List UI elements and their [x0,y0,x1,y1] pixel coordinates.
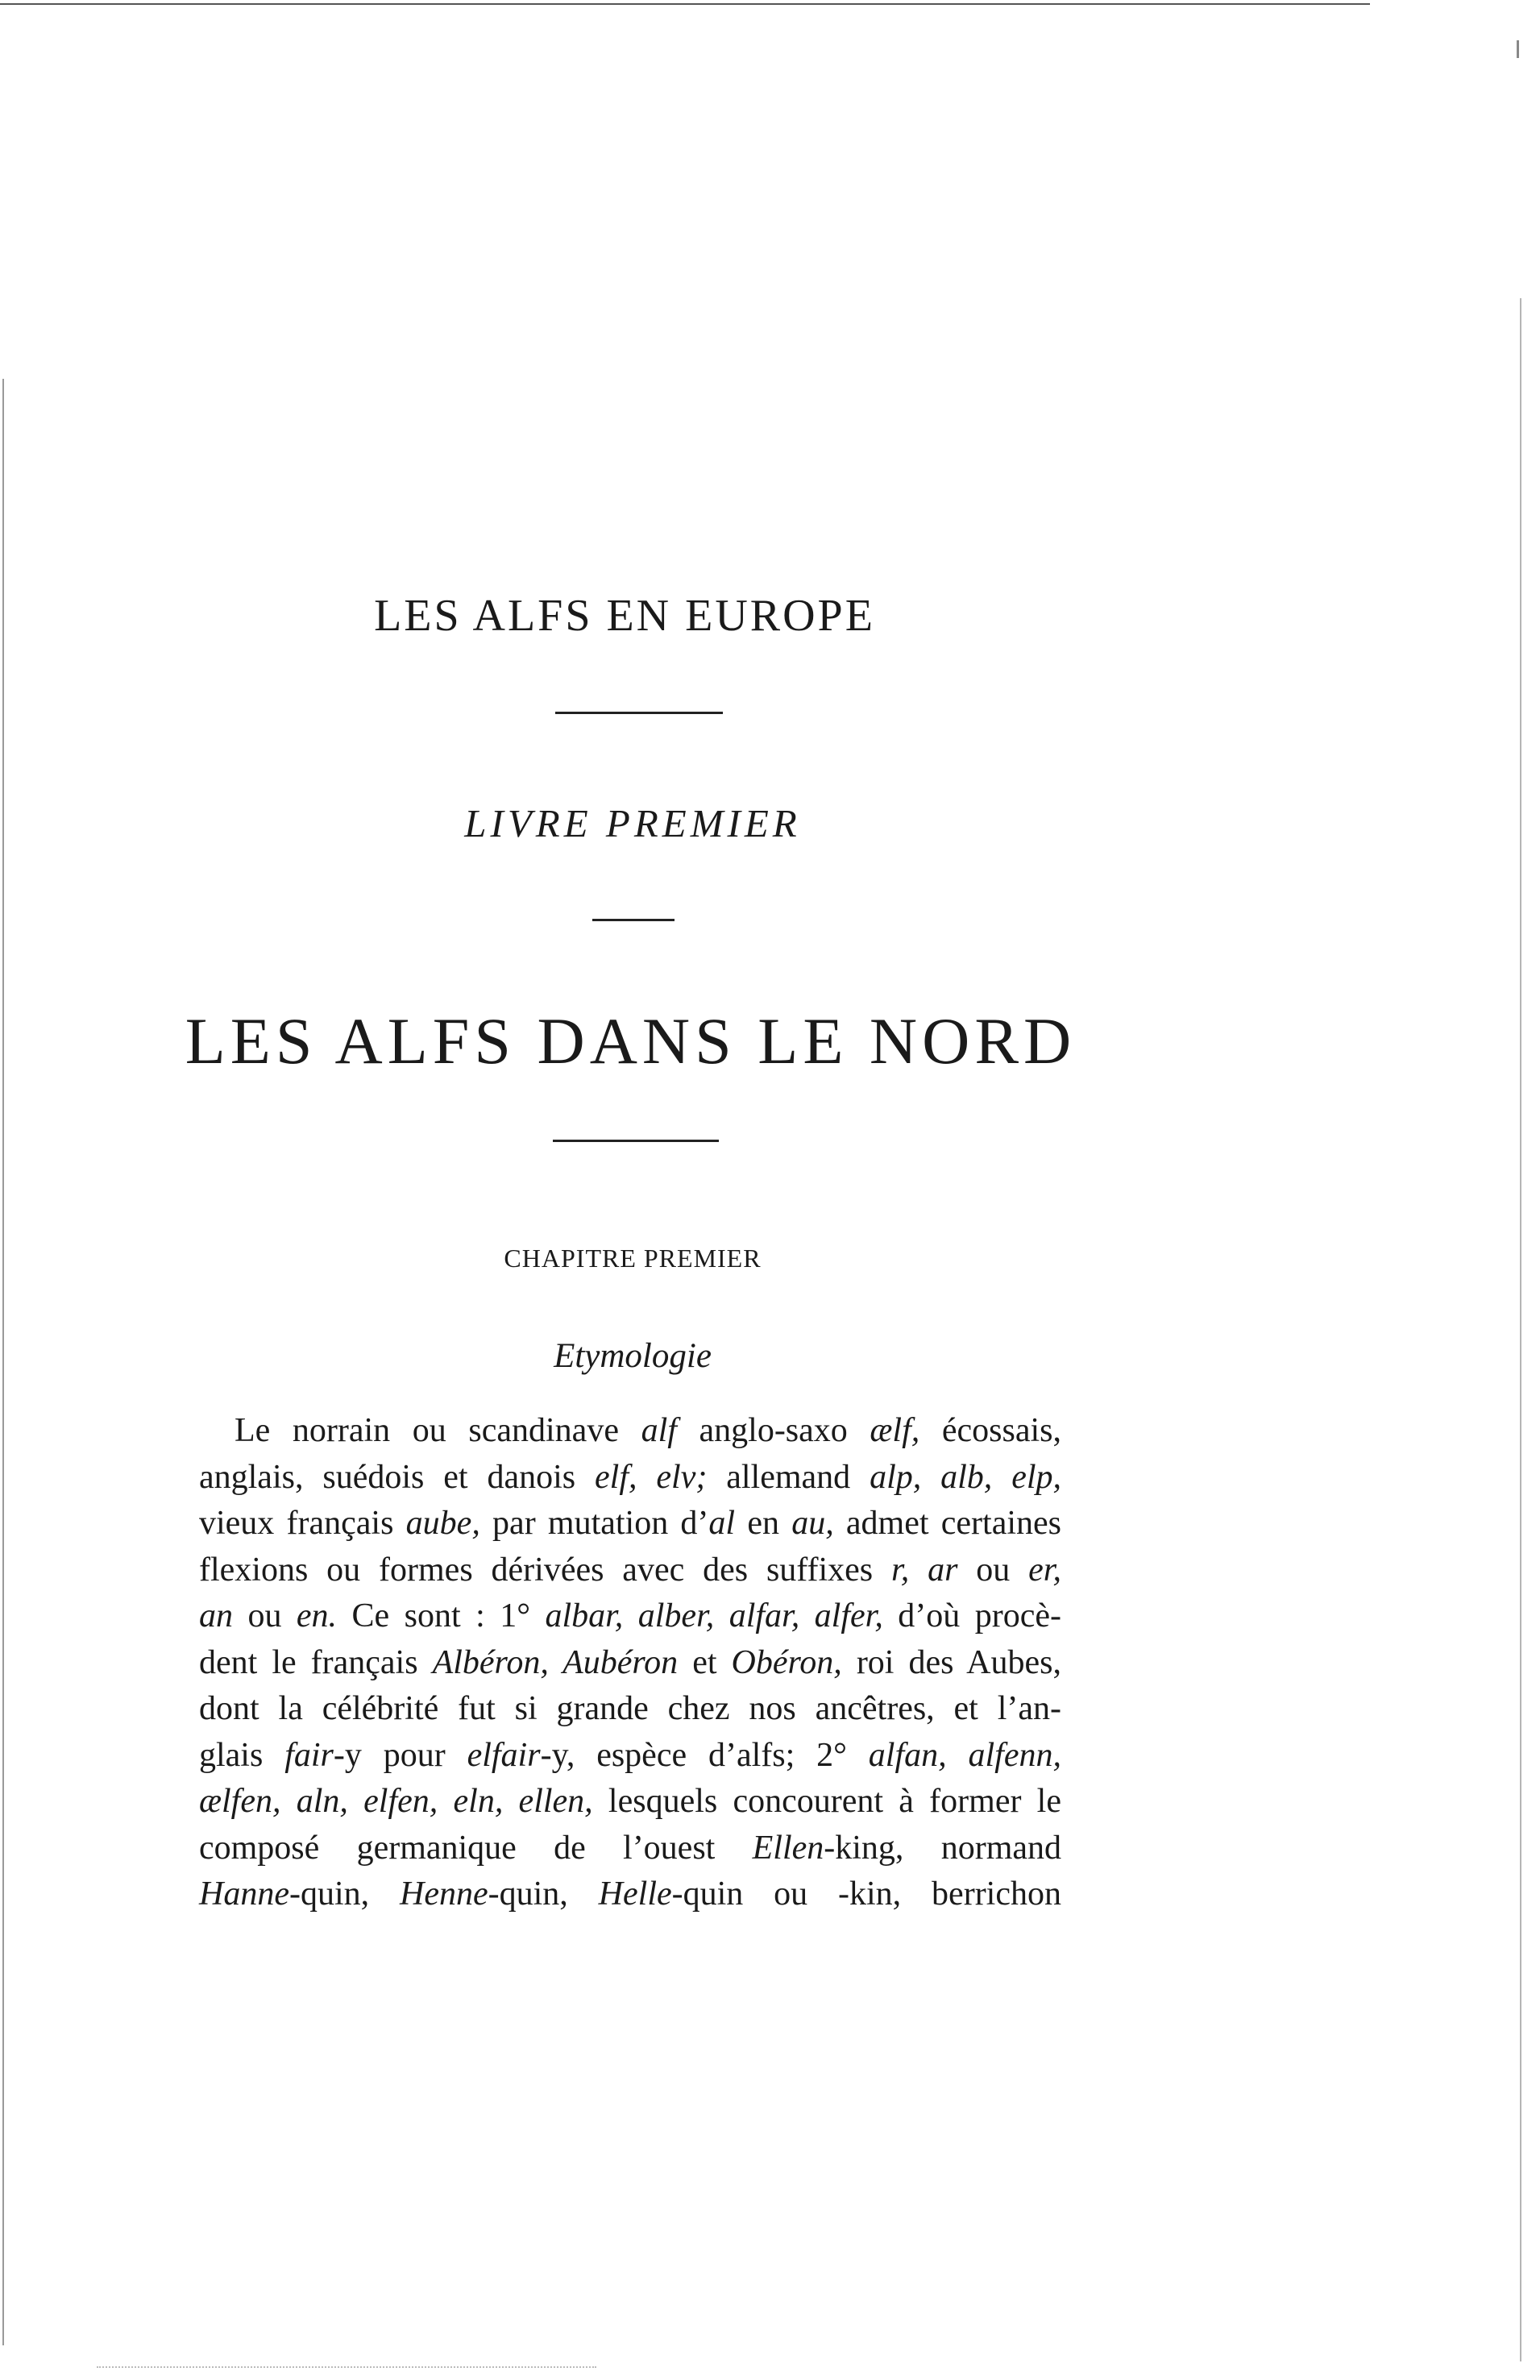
text-run: allemand [707,1458,870,1496]
text-run: -quin, [288,1875,401,1913]
text-run: Ce sont : 1° [337,1597,546,1634]
italic-term: en. [296,1597,338,1634]
text-run: Le norrain ou scandinave [235,1412,641,1449]
text-run: flexions ou formes dérivées avec des suffixes [199,1551,892,1589]
running-title: LES ALFS EN EUROPE [374,591,875,641]
text-line [199,1501,1061,1547]
italic-term: alfan, alfenn, [868,1736,1061,1774]
italic-term: Helle [598,1875,672,1913]
italic-term: fair [284,1736,334,1774]
text-run: anglo-saxo [676,1412,870,1449]
italic-term: au, [791,1505,834,1542]
italic-term: alp, alb, elp, [870,1458,1061,1496]
text-line [199,1871,1061,1918]
text-line [199,1686,1061,1733]
italic-term: aube, [405,1505,480,1542]
page-right-edge [1520,298,1521,2361]
text-run: -y pour [333,1736,467,1774]
title-rule [555,712,723,714]
italic-term: Obéron, [731,1643,842,1681]
text-run: dent le français [199,1643,433,1681]
book-rule [592,919,675,921]
italic-term: Hanne [199,1875,289,1913]
italic-term: alf [641,1412,677,1449]
text-run: glais [199,1736,285,1774]
italic-term: elf, elv; [595,1458,708,1496]
text-run: -king, normand [824,1829,1061,1867]
text-run: vieux français [199,1505,406,1542]
text-run: et [678,1643,732,1681]
page-top-edge [0,3,1370,5]
text-run: admet certaines [833,1505,1061,1542]
text-line [199,1455,1061,1502]
italic-term: r, ar [891,1551,958,1589]
italic-term: elfair [467,1736,541,1774]
italic-term: ælfen, aln, elfen, eln, ellen, [199,1783,593,1820]
part-rule [553,1140,719,1142]
italic-term: an [199,1597,233,1634]
chapter-label: CHAPITRE PREMIER [504,1244,762,1273]
book-title: LIVRE PREMIER [464,801,801,845]
text-run: -quin ou -kin, berrichon [671,1875,1061,1913]
text-run: dont la célébrité fut si grande chez nos ancêtres, et l’an- [199,1690,1061,1727]
text-line [199,1593,1061,1640]
chapter-title: Etymologie [554,1337,712,1375]
text-run: composé germanique de l’ouest [199,1829,753,1867]
text-run: écossais, [919,1412,1061,1449]
part-title: LES ALFS DANS LE NORD [185,1004,1077,1078]
text-line [199,1408,1061,1455]
italic-term: Henne [400,1875,488,1913]
italic-term: albar, alber, alfar, alfer, [545,1597,883,1634]
text-line [199,1640,1061,1687]
italic-term: Albéron, Aubéron [432,1643,679,1681]
page-bottom-marks [97,2366,596,2368]
text-run: en [735,1505,792,1542]
text-run: -quin, [488,1875,599,1913]
italic-term: er, [1028,1551,1061,1589]
text-line [199,1547,1061,1594]
text-run: roi des Aubes, [841,1643,1061,1681]
page-edge-mark [1517,40,1519,58]
text-line [199,1825,1061,1872]
text-line [199,1779,1061,1825]
text-run: d’où procè- [882,1597,1061,1634]
text-run: -y, espèce d’alfs; 2° [540,1736,869,1774]
text-run: anglais, suédois et danois [199,1458,596,1496]
italic-term: Ellen [752,1829,824,1867]
text-run: ou [233,1597,297,1634]
italic-term: ælf, [870,1412,920,1449]
text-run: lesquels concourent à former le [592,1783,1061,1820]
body-text [199,1408,1061,1918]
italic-term: al [708,1505,736,1542]
text-run: ou [957,1551,1029,1589]
text-run: par mutation d’ [479,1505,709,1542]
text-line [199,1733,1061,1780]
